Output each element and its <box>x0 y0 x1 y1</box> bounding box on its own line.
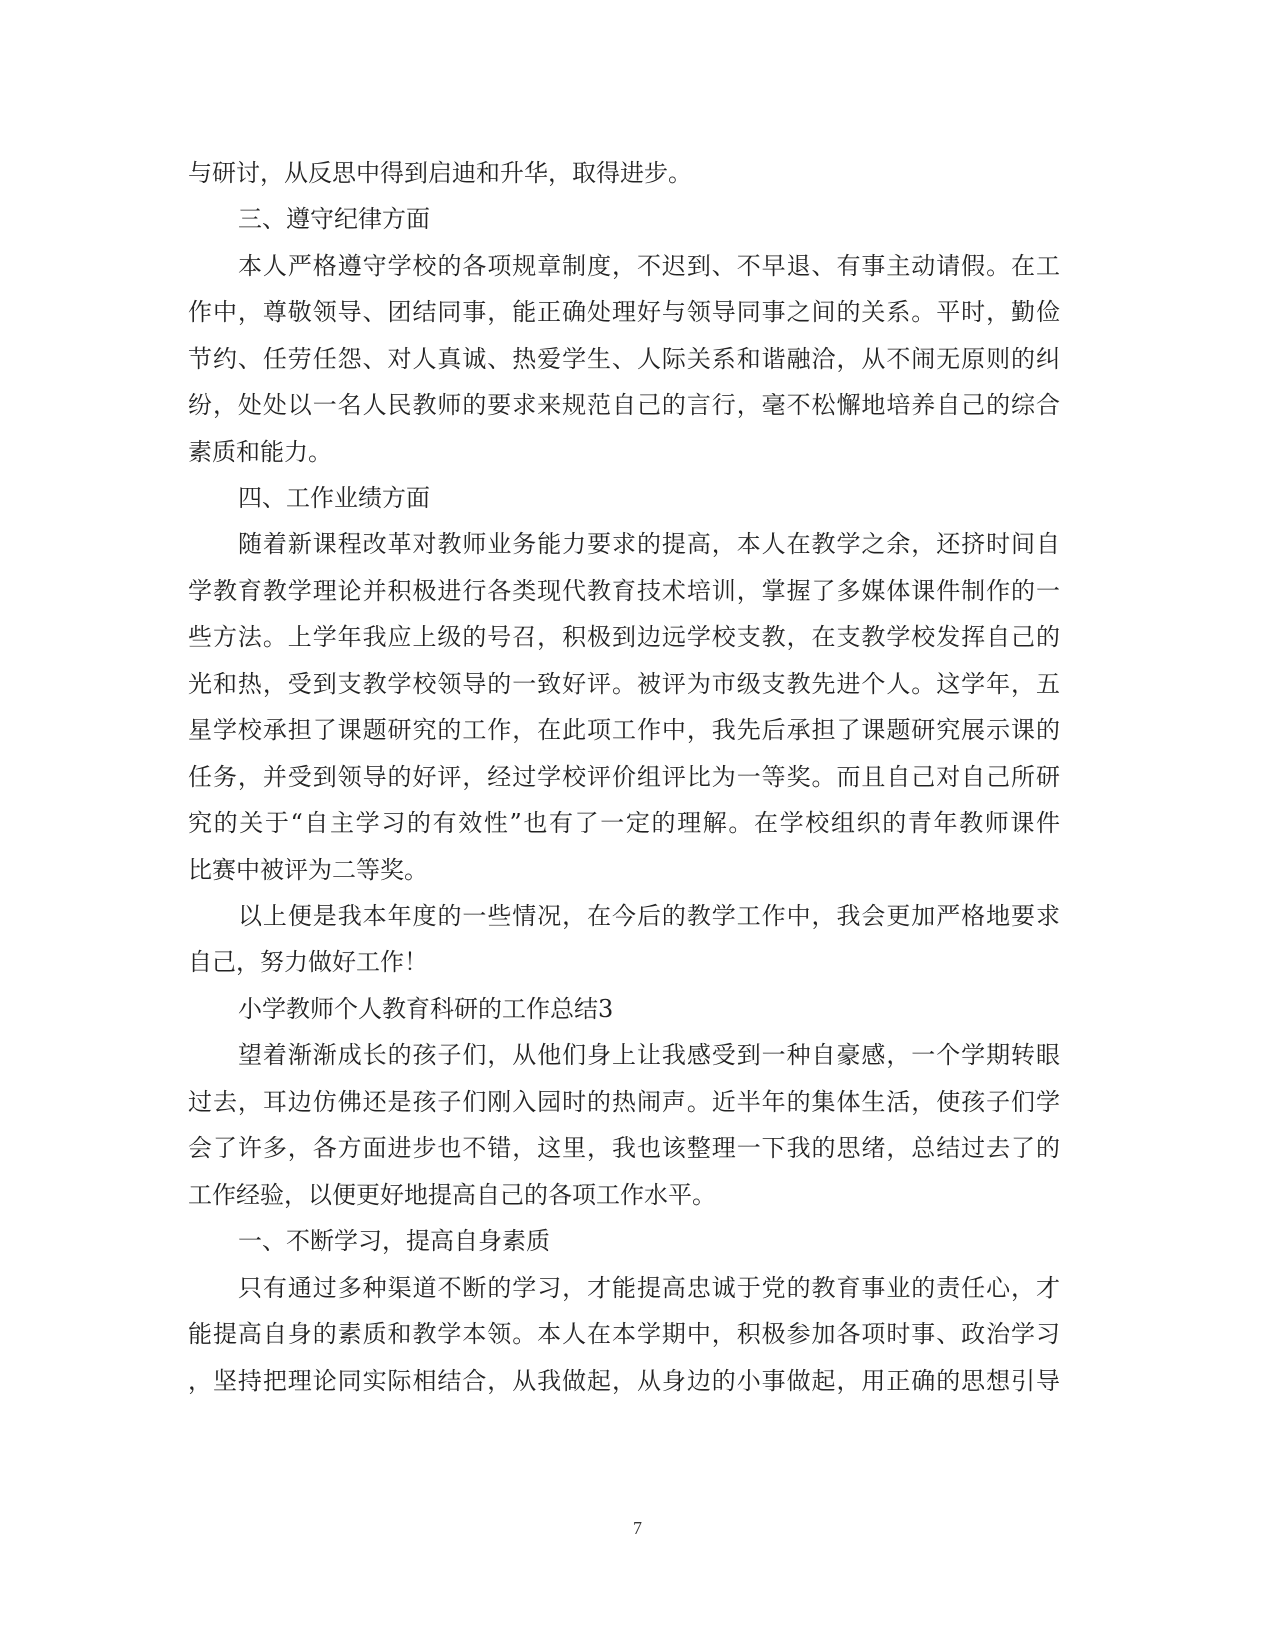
text-line: 本人严格遵守学校的各项规章制度，不迟到、不早退、有事主动请假。在工 <box>238 252 1060 280</box>
article-title: 小学教师个人教育科研的工作总结3 <box>238 995 614 1023</box>
text-line: 只有通过多种渠道不断的学习，才能提高忠诚于党的教育事业的责任心，才 <box>238 1274 1060 1302</box>
section-heading: 一、不断学习，提高自身素质 <box>238 1227 550 1255</box>
text-line: 素质和能力。 <box>188 438 332 466</box>
text-line: 究的关于“自主学习的有效性”也有了一定的理解。在学校组织的青年教师课件 <box>188 809 1060 837</box>
text-line: 自己，努力做好工作！ <box>188 948 428 976</box>
section-heading: 三、遵守纪律方面 <box>238 205 430 233</box>
page-number: 7 <box>633 1518 642 1538</box>
text-line: 工作经验，以便更好地提高自己的各项工作水平。 <box>188 1181 716 1209</box>
text-line: 节约、任劳任怨、对人真诚、热爱学生、人际关系和谐融洽，从不闹无原则的纠 <box>188 345 1060 373</box>
text-line: 学教育教学理论并积极进行各类现代教育技术培训，掌握了多媒体课件制作的一 <box>188 577 1060 605</box>
text-line: 以上便是我本年度的一些情况，在今后的教学工作中，我会更加严格地要求 <box>238 902 1060 930</box>
text-line: 任务，并受到领导的好评，经过学校评价组评比为一等奖。而且自己对自己所研 <box>188 763 1060 791</box>
text-line: 会了许多，各方面进步也不错，这里，我也该整理一下我的思绪，总结过去了的 <box>188 1134 1060 1162</box>
text-line: 些方法。上学年我应上级的号召，积极到边远学校支教，在支教学校发挥自己的 <box>188 623 1060 651</box>
text-line: 与研讨，从反思中得到启迪和升华，取得进步。 <box>188 159 692 187</box>
text-line: 作中，尊敬领导、团结同事，能正确处理好与领导同事之间的关系。平时，勤俭 <box>188 298 1060 326</box>
text-line: 比赛中被评为二等奖。 <box>188 856 428 884</box>
text-line: 光和热，受到支教学校领导的一致好评。被评为市级支教先进个人。这学年，五 <box>188 670 1060 698</box>
text-line: 望着渐渐成长的孩子们，从他们身上让我感受到一种自豪感，一个学期转眼 <box>238 1041 1060 1069</box>
text-line: 纷，处处以一名人民教师的要求来规范自己的言行，毫不松懈地培养自己的综合 <box>188 391 1060 419</box>
text-line: ，坚持把理论同实际相结合，从我做起，从身边的小事做起，用正确的思想引导 <box>188 1367 1060 1395</box>
text-line: 能提高自身的素质和教学本领。本人在本学期中，积极参加各项时事、政治学习 <box>188 1320 1060 1348</box>
text-line: 过去，耳边仿佛还是孩子们刚入园时的热闹声。近半年的集体生活，使孩子们学 <box>188 1088 1060 1116</box>
section-heading: 四、工作业绩方面 <box>238 484 430 512</box>
text-line: 星学校承担了课题研究的工作，在此项工作中，我先后承担了课题研究展示课的 <box>188 716 1060 744</box>
text-line: 随着新课程改革对教师业务能力要求的提高，本人在教学之余，还挤时间自 <box>238 530 1060 558</box>
